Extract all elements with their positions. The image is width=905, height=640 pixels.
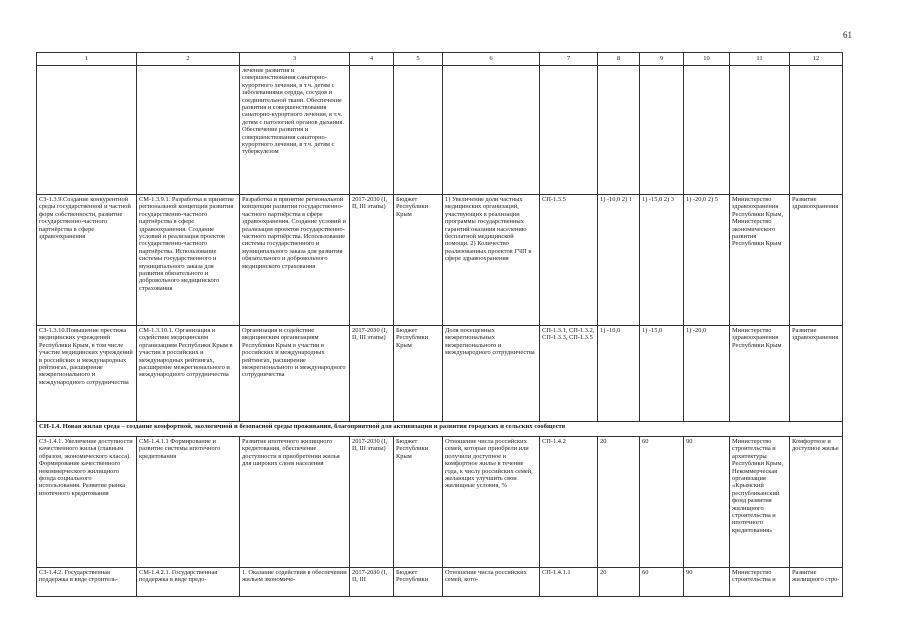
col-header: 10: [684, 53, 730, 66]
cell: Разработка и принятие региональной концепции развития государственно-частного партнёрства в сфере здравоохранения. Создание условий и реализация проектов государственно-частного партнёрства. Использование системы государственного и муниципального заказа для развития обязательного и добровольного медицинского страхования: [240, 195, 350, 326]
col-header: 3: [240, 53, 350, 66]
cell: 2017-2030 (I, II, III этапы): [350, 195, 394, 326]
col-header: 12: [790, 53, 843, 66]
cell: СЗ-1.4.1. Увеличение доступности качественного жилья (главным образом, экономического класса). Формирование качественного некоммерческого жилищного фонда социального использования. Развитие рынка ипотечного кредитования: [37, 437, 137, 568]
cell: Доля посещенных межрегиональных межрегионального и международного сотрудничества: [443, 326, 540, 422]
cell: [684, 66, 730, 195]
table-row-continuation: [37, 66, 843, 195]
table-row: [37, 195, 843, 326]
cell: [394, 66, 443, 195]
cell: Развитие жилищного стро-: [790, 568, 843, 597]
cell: 20: [598, 568, 640, 597]
cell: 2017-2030 (I, II, III: [350, 568, 394, 597]
col-header: 7: [540, 53, 598, 66]
cell: 60: [640, 437, 684, 568]
cell: Министерство здравоохранения Республики Крым: [730, 326, 790, 422]
cell: 2017-2030 (I, II, III этапы): [350, 326, 394, 422]
cell: Организация и содействие медицинским организациям Республики Крым в участии в российских и международных рейтингах, расширение межрегионального и международного сотрудничества: [240, 326, 350, 422]
col-header: 9: [640, 53, 684, 66]
table-row: [37, 568, 843, 597]
cell: [37, 66, 137, 195]
cell: СП-1.4.1.1: [540, 568, 598, 597]
section-heading: СН-1.4. Новая жилая среда – создание комфортной, экологичной и безопасной среды проживания, благоприятной для активизации и развития городских и сельских сообществ: [37, 422, 843, 437]
cell: Министерство строительства и архитектуры Республики Крым, Некоммерческая организация «Крымский республиканский фонд развития жилищного строительства и ипотечного кредитования»: [730, 437, 790, 568]
cell: Развитие ипотечного жилищного кредитования, обеспечение доступности в приобретении жилья для широких слоев населения: [240, 437, 350, 568]
cell: СЗ-1.3.10.Повышение престижа медицинских учреждений Республики Крым, в том числе участие медицинских учреждений в российских и международных рейтингах, расширение межрегионального и международного сотрудничества: [37, 326, 137, 422]
cell: СМ-1.3.10.1. Организация и содействие медицинским организациям Республики Крым в участии в российских и международных рейтингах, расширение межрегионального и международного сотрудничества: [137, 326, 240, 422]
cell: [598, 66, 640, 195]
cell: СП-1.4.2: [540, 437, 598, 568]
cell: 1) -15,0 2) 3: [640, 195, 684, 326]
cell: [730, 66, 790, 195]
cell: 60: [640, 568, 684, 597]
strategy-table: [36, 52, 843, 597]
cell: [540, 66, 598, 195]
col-header: 2: [137, 53, 240, 66]
cell: Комфортное и доступное жилье: [790, 437, 843, 568]
cell: 1) Увеличение доли частных медицинских организаций, участвующих в реализации программы государственных гарантий оказания населению бесплатной медицинской помощи. 2) Количество реализованных проектов ГЧП в сфере здравоохранения: [443, 195, 540, 326]
header-row: [37, 53, 843, 66]
cell: Отношение числа российских семей, кото-: [443, 568, 540, 597]
cell: Развитие здравоохранения: [790, 326, 843, 422]
cell: 1) -10,0: [598, 326, 640, 422]
cell: СМ-1.4.1.1 Формирование и развитие системы ипотечного кредитования: [137, 437, 240, 568]
cell: Министерство строительства и: [730, 568, 790, 597]
cell: СП-1.3.1, СП-1.3.2, СП-1.3.3, СП-1.3.5: [540, 326, 598, 422]
cell: СМ-1.3.9.1. Разработка и принятие региональной концепции развития государственно-частного партнёрства в сфере здравоохранения. Создание условий и реализация проектов государственно-частного партнёрства. Использование системы государственного и муниципального заказа для развития обязательного и добровольного медицинского страхования: [137, 195, 240, 326]
cell: 1) -15,0: [640, 326, 684, 422]
col-header: 5: [394, 53, 443, 66]
cell: 90: [684, 437, 730, 568]
cell: [790, 66, 843, 195]
cell: Бюджет Республики Крым: [394, 195, 443, 326]
cell: Министерство здравоохранения Республики Крым, Министерство экономического развития Республики Крым: [730, 195, 790, 326]
cell: Бюджет Республики Крым: [394, 437, 443, 568]
cell: лечение развития и совершенствования санаторно-курортного лечения, в т.ч. детям с заболеваниями сердца, сосудов и соединительной ткани. Обеспечение развития и совершенствования санаторно-курортного лечения, в т.ч. детям с патологией органов дыхания. Обеспечение развития и совершенствования санаторно-курортного лечения, в т.ч. детям с туберкулезом: [240, 66, 350, 195]
cell: СП-1.3.5: [540, 195, 598, 326]
cell: 1) -20,0: [684, 326, 730, 422]
cell: [443, 66, 540, 195]
cell: 1) -20,0 2) 5: [684, 195, 730, 326]
col-header: 8: [598, 53, 640, 66]
cell: Бюджет Республики Крым: [394, 326, 443, 422]
col-header: 6: [443, 53, 540, 66]
col-header: 4: [350, 53, 394, 66]
cell: 2017-2030 (I, II, III этапы): [350, 437, 394, 568]
cell: 90: [684, 568, 730, 597]
cell: Отношение числа российских семей, которые приобрели или получили доступное и комфортное жилье в течение года, к числу российских семей, желающих улучшить свои жилищные условия, %: [443, 437, 540, 568]
cell: [640, 66, 684, 195]
cell: Развитие здравоохранения: [790, 195, 843, 326]
cell: СМ-1.4.2.1. Государственная поддержка в виде предо-: [137, 568, 240, 597]
cell: 1) -10,0 2) 1: [598, 195, 640, 326]
cell: СЗ-1.3.9.Создание конкурентной среды государственной и частной форм собственности, развитие государственно-частного партнёрства в сфере здравоохранения: [37, 195, 137, 326]
cell: Бюджет Республики: [394, 568, 443, 597]
cell: СЗ-1.4.2. Государственная поддержка в виде строитель-: [37, 568, 137, 597]
page-number: 61: [843, 30, 852, 40]
cell: 20: [598, 437, 640, 568]
section-row: [37, 422, 843, 437]
cell: 1. Оказание содействия в обеспечении жильем экономиче-: [240, 568, 350, 597]
col-header: 11: [730, 53, 790, 66]
col-header: 1: [37, 53, 137, 66]
table-row: [37, 437, 843, 568]
cell: [137, 66, 240, 195]
cell: [350, 66, 394, 195]
table-row: [37, 326, 843, 422]
